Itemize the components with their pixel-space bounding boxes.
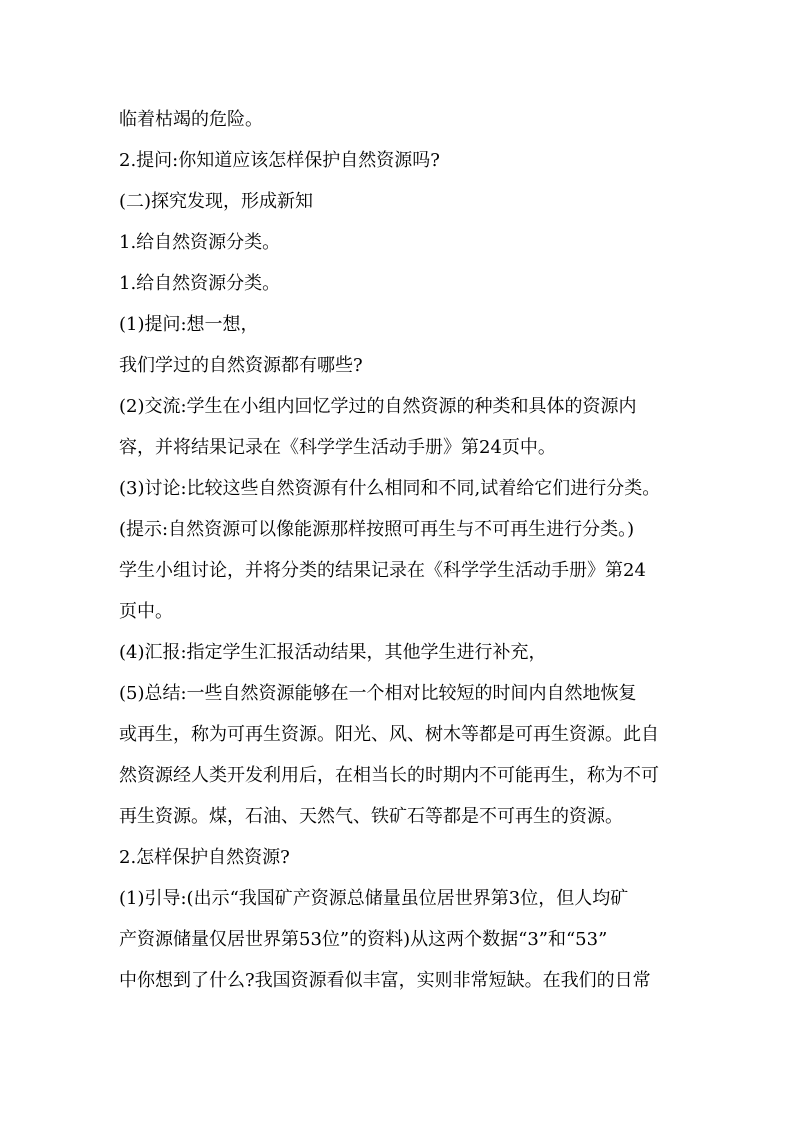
text-line: 或再生，称为可再生资源。阳光、风、树木等都是可再生资源。此自 (119, 724, 659, 745)
text-line: 容，并将结果记录在《科学学生活动手册》第24页中。 (119, 437, 556, 458)
text-line: (2)交流:学生在小组内回忆学过的自然资源的种类和具体的资源内 (119, 396, 637, 417)
text-line: 产资源储量仅居世界第53位”的资料)从这两个数据“3”和“53” (119, 929, 608, 950)
text-line: 然资源经人类开发利用后，在相当长的时期内不可能再生，称为不可 (119, 765, 659, 786)
text-line: 临着枯竭的危险。 (119, 109, 263, 130)
text-line: (3)讨论:比较这些自然资源有什么相同和不同,试着给它们进行分类。 (119, 478, 661, 499)
text-line: 2.怎样保护自然资源? (119, 847, 290, 868)
text-line: 学生小组讨论，并将分类的结果记录在《科学学生活动手册》第24 (119, 560, 646, 581)
text-line: 再生资源。煤，石油、天然气、铁矿石等都是不可再生的资源。 (119, 806, 623, 827)
text-line: (提示:自然资源可以像能源那样按照可再生与不可再生进行分类。) (119, 519, 635, 540)
document-body (119, 99, 681, 1001)
text-line: (5)总结:一些自然资源能够在一个相对比较短的时间内自然地恢复 (119, 683, 637, 704)
text-line: (1)提问:想一想， (119, 314, 259, 335)
text-line: 我们学过的自然资源都有哪些? (119, 355, 363, 376)
text-line: 2.提问:你知道应该怎样保护自然资源吗? (119, 150, 440, 171)
text-line: (1)引导:(出示“我国矿产资源总储量虽位居世界第3位，但人均矿 (119, 888, 629, 909)
text-line: 页中。 (119, 601, 173, 622)
section-heading: (二)探究发现，形成新知 (119, 191, 314, 212)
text-line: (4)汇报:指定学生汇报活动结果，其他学生进行补充， (119, 642, 547, 663)
text-line: 1.给自然资源分类。 (119, 273, 281, 294)
text-line: 1.给自然资源分类。 (119, 232, 281, 253)
text-line: 中你想到了什么?我国资源看似丰富，实则非常短缺。在我们的日常 (119, 970, 651, 991)
